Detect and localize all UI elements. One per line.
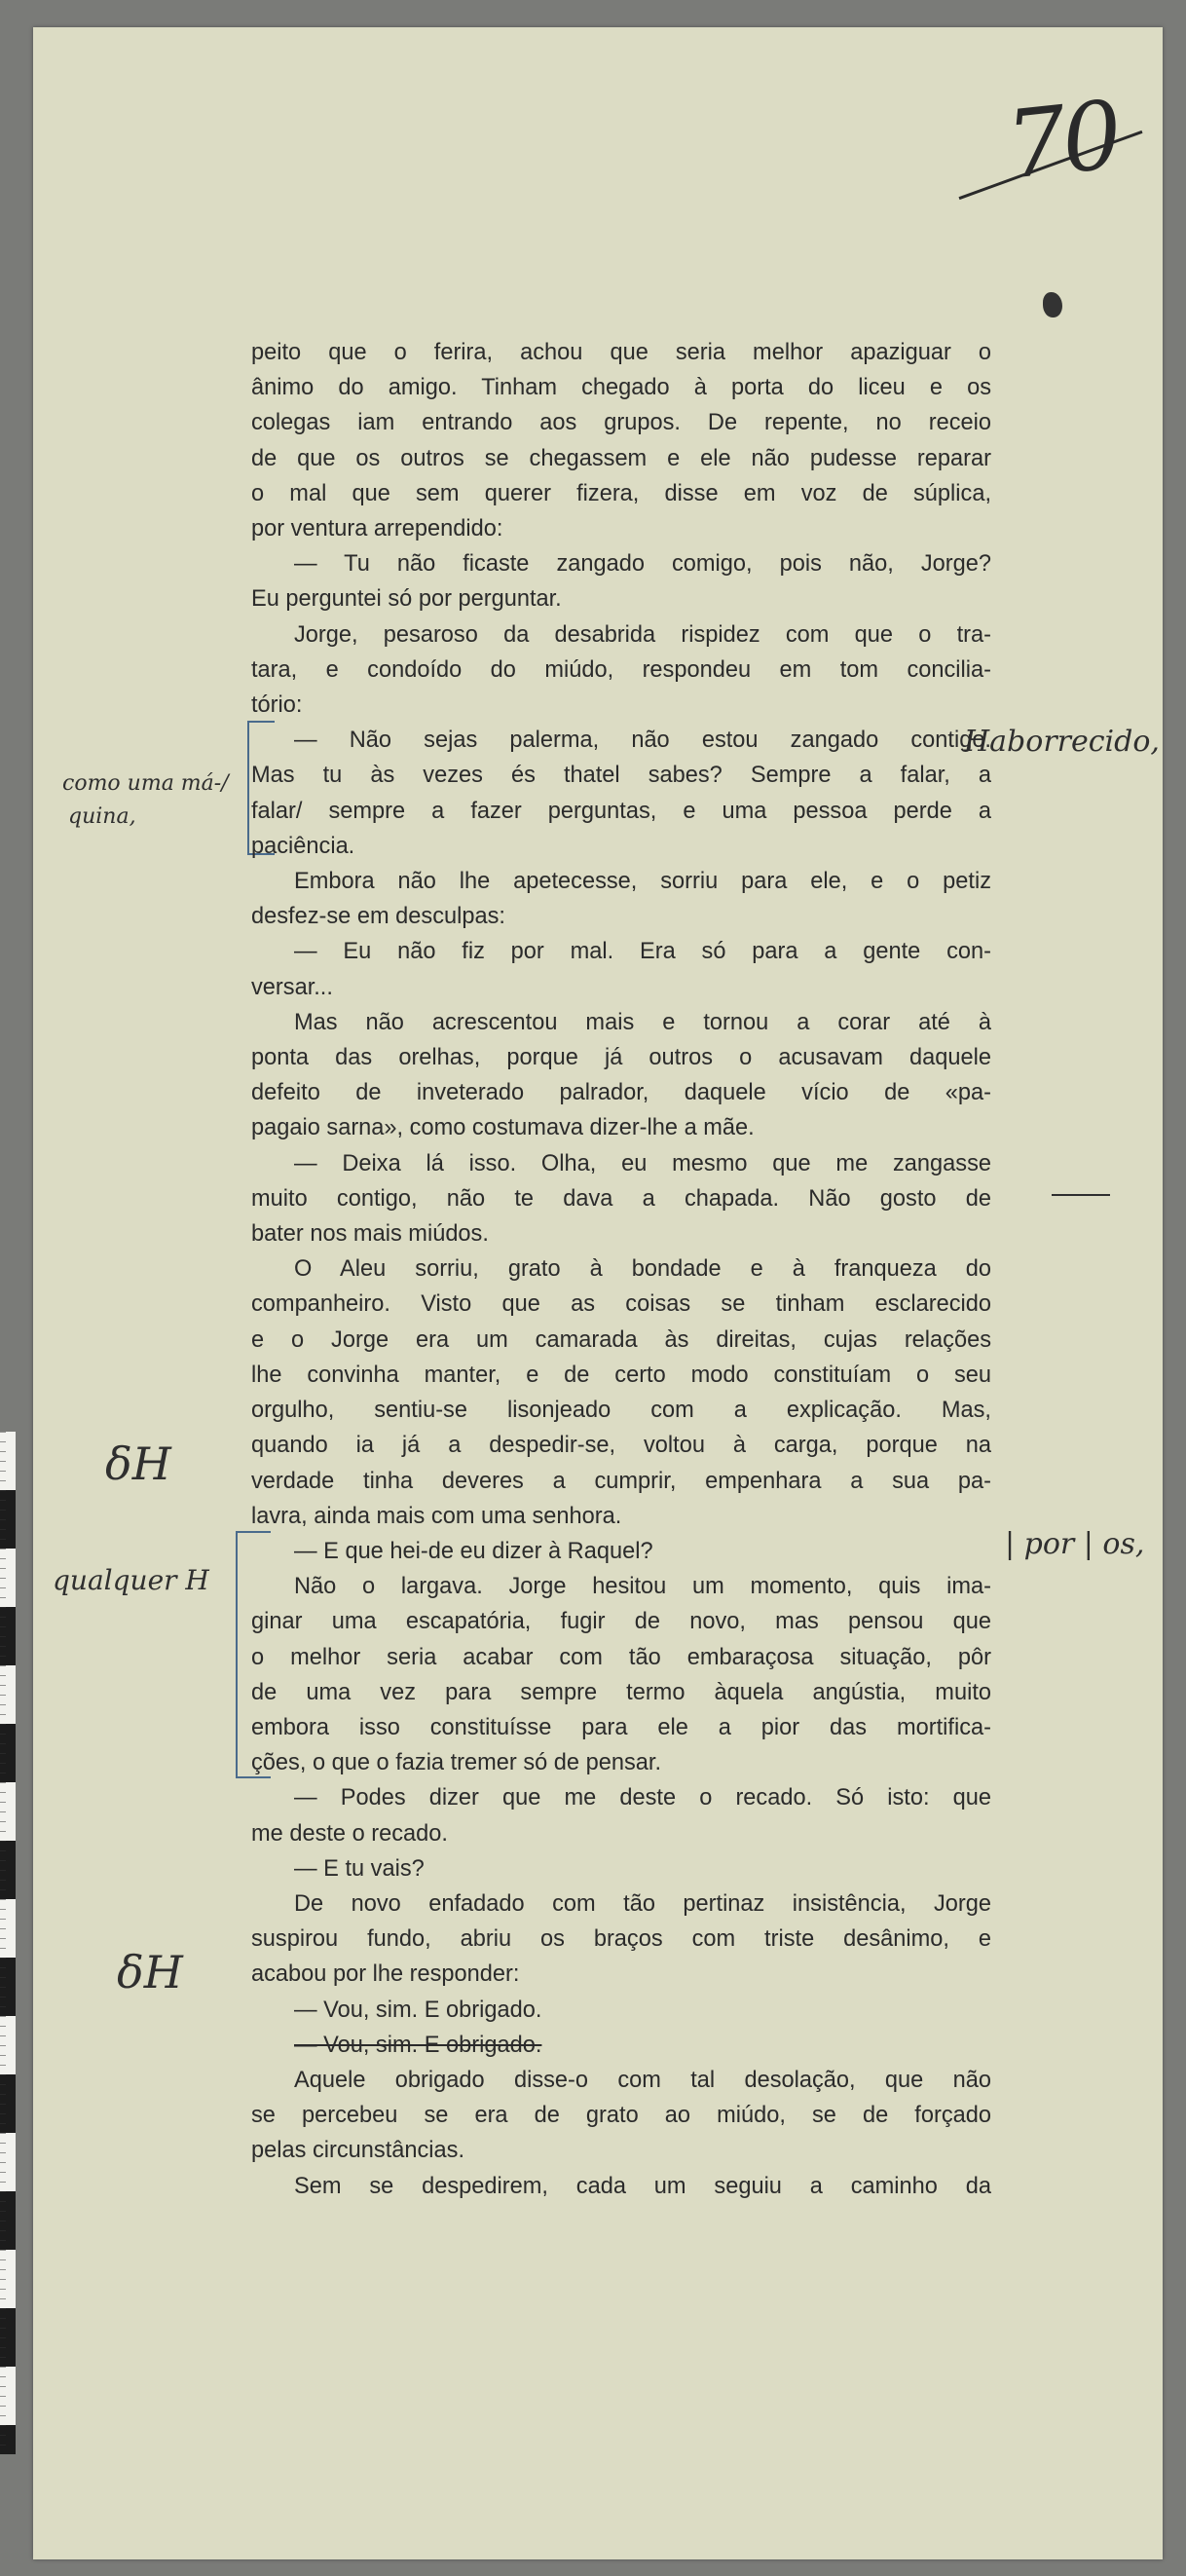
text-line: Não o largava. Jorge hesitou um momento, quis ima- xyxy=(294,1574,991,1600)
text-line: pelas circunstâncias. xyxy=(251,2138,465,2164)
manuscript-page xyxy=(33,27,1163,2559)
text-line: o mal que sem querer fizera, disse em voz de súplica, xyxy=(251,480,991,506)
ink-blot xyxy=(1043,292,1062,317)
text-line: de que os outros se chegassem e ele não pudesse reparar xyxy=(251,445,991,471)
text-line: Mas tu às vezes és thatel sabes? Sempre a falar, a xyxy=(251,763,991,789)
text-line: versar... xyxy=(251,974,333,1000)
text-line: lavra, ainda mais com uma senhora. xyxy=(251,1503,622,1529)
text-line: peito que o ferira, achou que seria melhor apaziguar o xyxy=(251,340,991,365)
text-line: companheiro. Visto que as coisas se tinham esclarecido xyxy=(251,1291,991,1318)
margin-dash xyxy=(1052,1194,1110,1196)
text-line: — Eu não fiz por mal. Era só para a gente con- xyxy=(294,939,991,965)
text-line: ções, o que o fazia tremer só de pensar. xyxy=(251,1750,662,1776)
text-line: me deste o recado. xyxy=(251,1820,448,1847)
text-line: De novo enfadado com tão pertinaz insistência, Jorge xyxy=(294,1890,991,1917)
text-line: paciência. xyxy=(251,833,355,859)
text-line: Jorge, pesaroso da desabrida rispidez com que o tra- xyxy=(294,621,991,648)
margin-note-delete-mark: δH xyxy=(117,1946,183,1998)
text-line: se percebeu se era de grato ao miúdo, se de forçado xyxy=(251,2103,991,2129)
text-line: — E que hei-de eu dizer à Raquel? xyxy=(294,1538,653,1564)
text-line: lhe convinha manter, e de certo modo constituíam o seu xyxy=(251,1362,991,1388)
text-line: — Tu não ficaste zangado comigo, pois não, Jorge? xyxy=(294,551,991,578)
text-line xyxy=(251,2028,991,2063)
text-line: embora isso constituísse para ele a pior das mortifica- xyxy=(251,1714,991,1740)
page-number: 70 xyxy=(1001,80,1124,201)
text-line: de uma vez para sempre termo àquela angústia, muito xyxy=(251,1679,991,1705)
text-line: suspirou fundo, abriu os braços com triste desânimo, e xyxy=(251,1926,991,1953)
margin-note-qualquer: qualquer H xyxy=(53,1564,209,1596)
text-line: quando ia já a despedir-se, voltou à carga, porque na xyxy=(251,1433,991,1459)
text-line: — Vou, sim. E obrigado. xyxy=(294,1997,542,2023)
text-line: orgulho, sentiu-se lisonjeado com a explicação. Mas, xyxy=(251,1398,991,1424)
text-line: tara, e condoído do miúdo, respondeu em tom concilia- xyxy=(251,656,991,683)
text-line: — Podes dizer que me deste o recado. Só isto: que xyxy=(294,1785,991,1811)
text-line: Aquele obrigado disse-o com tal desolação, que não xyxy=(294,2067,991,2093)
margin-note-aborrecido: Haborrecido, xyxy=(964,725,1160,759)
text-line: — Não sejas palerma, não estou zangado contigo. xyxy=(294,728,991,754)
text-line: pagaio sarna», como costumava dizer-lhe a mãe. xyxy=(251,1115,755,1141)
text-line: ponta das orelhas, porque já outros o acusavam daquele xyxy=(251,1045,991,1071)
text-line: defeito de inveterado palrador, daquele vício de «pa- xyxy=(251,1080,991,1106)
margin-note-quina: quina, xyxy=(68,804,136,829)
margin-note-por-os: | por | os, xyxy=(1005,1527,1145,1561)
text-line: ginar uma escapatória, fugir de novo, mas pensou que xyxy=(251,1609,991,1635)
text-line: acabou por lhe responder: xyxy=(251,1961,520,1988)
text-line: e o Jorge era um camarada às direitas, cujas relações xyxy=(251,1326,991,1353)
text-line: Eu perguntei só por perguntar. xyxy=(251,586,562,613)
text-line: Embora não lhe apetecesse, sorriu para ele, e o petiz xyxy=(294,869,991,895)
measurement-ruler xyxy=(0,1432,16,2454)
text-line: bater nos mais miúdos. xyxy=(251,1221,489,1248)
text-line: ânimo do amigo. Tinham chegado à porta do liceu e os xyxy=(251,375,991,401)
text-line: colegas iam entrando aos grupos. De repente, no receio xyxy=(251,410,991,436)
text-line: — Deixa lá isso. Olha, eu mesmo que me zangasse xyxy=(294,1150,991,1176)
margin-note-como-uma-maquina: como uma má-/ xyxy=(62,771,229,796)
text-line: o melhor seria acabar com tão embaraçosa situação, pôr xyxy=(251,1644,991,1670)
text-line: por ventura arrependido: xyxy=(251,516,503,542)
margin-note-delete-mark: δH xyxy=(105,1437,171,1490)
body-text xyxy=(251,335,991,2204)
text-line: — E tu vais? xyxy=(294,1855,425,1882)
struck-line: — Vou, sim. E obrigado. xyxy=(294,2032,542,2058)
text-line: Sem se despedirem, cada um seguiu a caminho da xyxy=(294,2173,991,2199)
text-line: muito contigo, não te dava a chapada. Não gosto de xyxy=(251,1185,991,1212)
text-line: tório: xyxy=(251,692,303,719)
text-line: Mas não acrescentou mais e tornou a corar até à xyxy=(294,1009,991,1035)
text-line: falar/ sempre a fazer perguntas, e uma pessoa perde a xyxy=(251,798,991,824)
text-line: desfez-se em desculpas: xyxy=(251,904,505,930)
text-line: O Aleu sorriu, grato à bondade e à franqueza do xyxy=(294,1256,991,1283)
text-line: verdade tinha deveres a cumprir, empenhara a sua pa- xyxy=(251,1468,991,1494)
